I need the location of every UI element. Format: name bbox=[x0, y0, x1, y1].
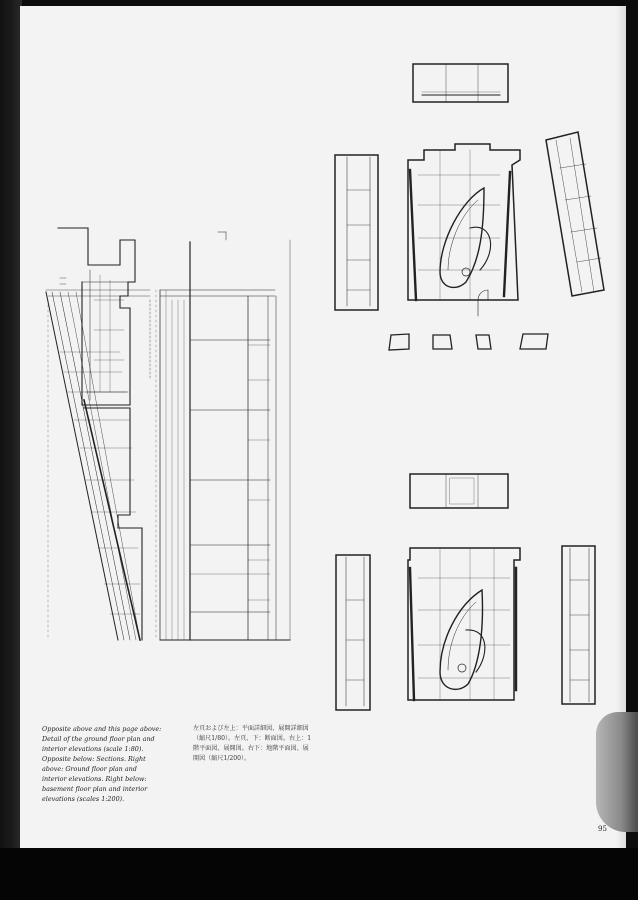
detail-interior-elevation-drawing bbox=[156, 232, 290, 640]
english-caption: Opposite above and this page above: Detail of the ground floor plan and interior elevations (scale 1:80). Opposite below: Sections. Right above: Ground floor plan and interior elevations. Right below: basement floor plan and interior elevations (scales 1:200). bbox=[42, 725, 162, 803]
detail-floor-plan-drawing bbox=[46, 228, 150, 640]
ground-floor-plan-drawing bbox=[335, 64, 604, 350]
basement-floor-plan-drawing bbox=[336, 474, 595, 710]
page-number: 95 bbox=[598, 825, 607, 833]
thumb bbox=[596, 712, 638, 832]
japanese-caption: 左頁および左上：平面詳細図、展開詳細図 （縮尺1/80）。左頁、下：断面図。右上：1 階平面図、展開図。右下：地階平面図、展 開図（縮尺1/200）。 bbox=[193, 725, 312, 762]
background-band bbox=[0, 848, 638, 900]
